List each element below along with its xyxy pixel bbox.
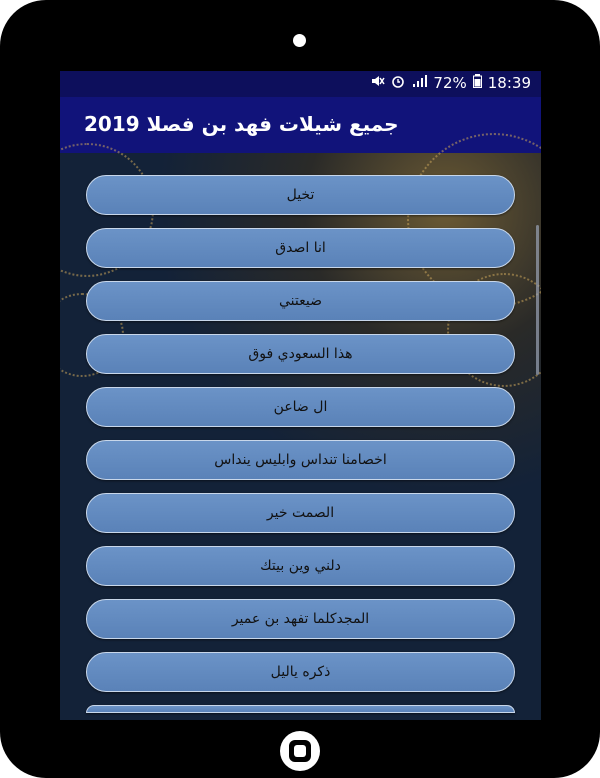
song-button[interactable]: الصمت خير [86, 493, 515, 533]
alarm-icon [391, 74, 405, 92]
song-button[interactable]: ذكره ياليل [86, 652, 515, 692]
song-button[interactable]: دلني وين بيتك [86, 546, 515, 586]
song-button[interactable]: هذا السعودي فوق [86, 334, 515, 374]
songs-list [86, 175, 515, 720]
song-button[interactable]: انا اصدق [86, 228, 515, 268]
song-button[interactable]: المجدكلما تفهد بن عمير [86, 599, 515, 639]
songs-list-area[interactable] [60, 153, 541, 720]
battery-percent: 72% [433, 74, 467, 92]
song-button[interactable]: ال ضاعن [86, 387, 515, 427]
song-button-partial[interactable] [86, 705, 515, 713]
signal-icon [411, 74, 427, 92]
device-screen [60, 71, 541, 720]
song-button[interactable]: اخصامنا تنداس وابليس ينداس [86, 440, 515, 480]
front-camera [293, 34, 306, 47]
status-time: 18:39 [487, 74, 531, 92]
song-button[interactable]: تخيل [86, 175, 515, 215]
scrollbar[interactable] [536, 225, 539, 375]
home-button[interactable] [280, 731, 320, 771]
battery-icon [473, 74, 482, 92]
status-bar [60, 71, 541, 97]
app-title: جميع شيلات فهد بن فصلا 2019 [84, 112, 399, 136]
mute-icon [371, 74, 385, 92]
home-icon [289, 740, 311, 762]
song-button[interactable]: ضيعتني [86, 281, 515, 321]
